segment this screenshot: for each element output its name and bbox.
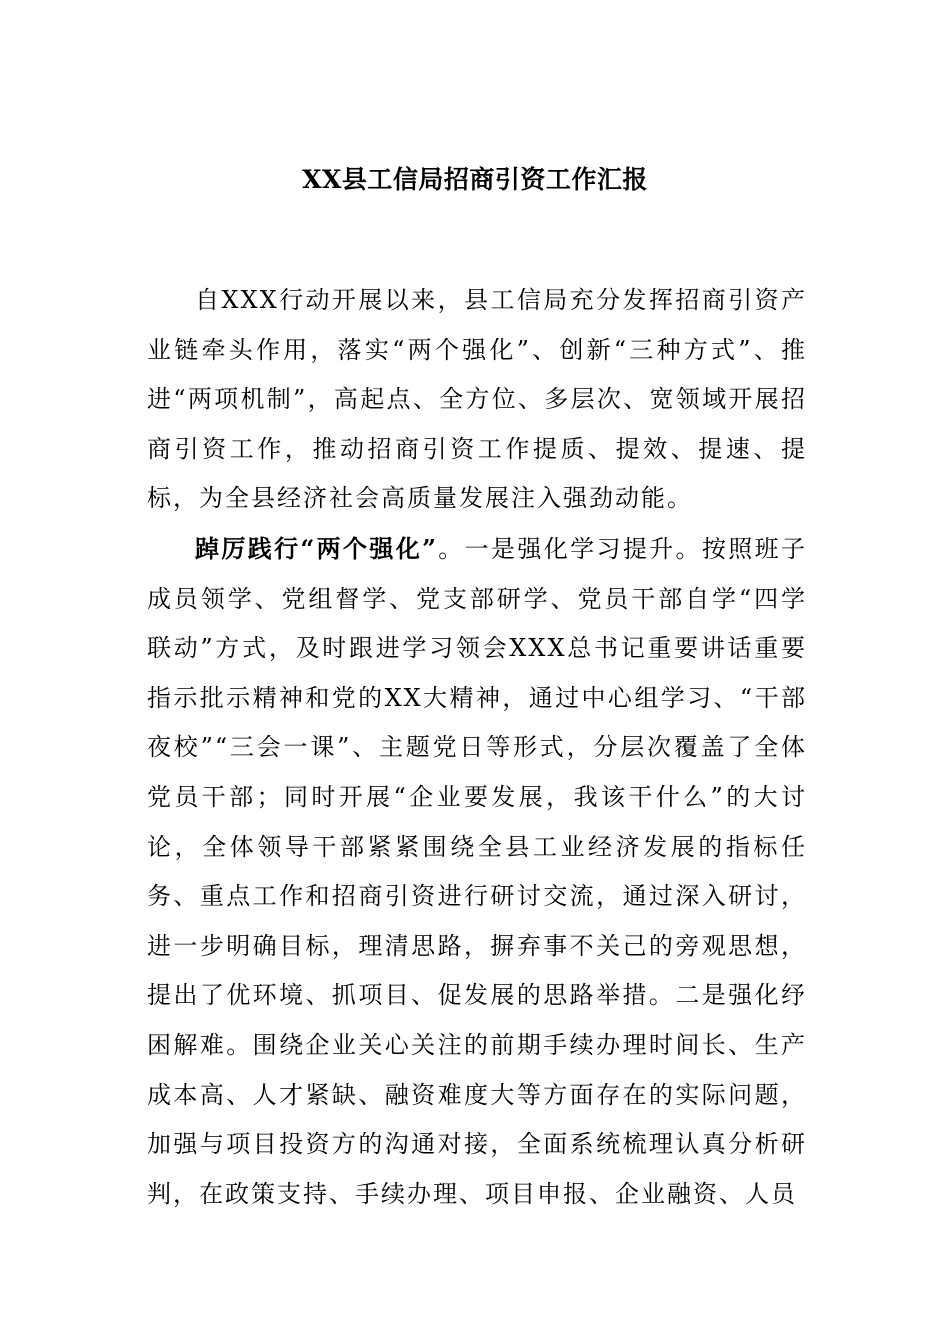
document-title: XX县工信局招商引资工作汇报 bbox=[302, 165, 648, 194]
paragraph-intro-text: 自XXX行动开展以来，县工信局充分发挥招商引资产业链牵头作用，落实“两个强化”、创新“三种方式”、推进“两项机制”，高起点、全方位、多层次、宽领域开展招商引资工作，推动招商引资工作提质、提效、提速、提标，为全县经济社会高质量发展注入强劲动能。 bbox=[147, 286, 807, 513]
paragraph-two-strengthen-text: 。一是强化学习提升。按照班子成员领学、党组督学、党支部研学、党员干部自学“四学联动”方式，及时跟进学习领会XXX总书记重要讲话重要指示批示精神和党的XX大精神，通过中心组学习、“干部夜校”“三会一课”、主题党日等形式，分层次覆盖了全体党员干部；同时开展“企业要发展，我该干什么”的大讨论，全体领导干部紧紧围绕全县工业经济发展的指标任务、重点工作和招商引资进行研讨交流，通过深入研讨，进一步明确目标，理清思路，摒弃事不关己的旁观思想，提出了优环境、抓项目、促发展的思路举措。二是强化纾困解难。围绕企业关心关注的前期手续办理时间长、生产成本高、人才紧缺、融资难度大等方面存在的实际问题，加强与项目投资方的沟通对接，全面系统梳理认真分析研判，在政策支持、手续办理、项目申报、企业融资、人员 bbox=[147, 534, 808, 1208]
paragraph-two-strengthen bbox=[147, 524, 807, 1219]
document-body bbox=[147, 276, 807, 1219]
paragraph-lead-heading: 踔厉践行“两个强化” bbox=[195, 533, 438, 563]
paragraph-intro bbox=[147, 276, 807, 524]
